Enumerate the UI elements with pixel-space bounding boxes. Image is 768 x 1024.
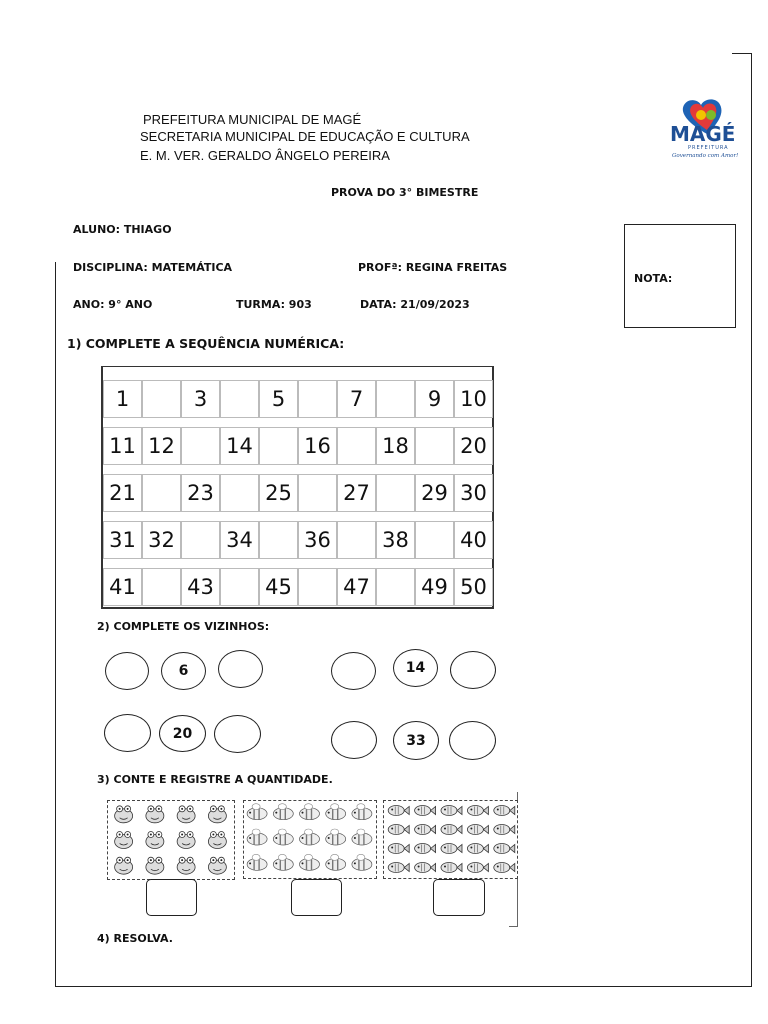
bee-icon [273, 854, 293, 870]
neighbor-before-20[interactable] [104, 714, 151, 752]
grid-number-cell: 1 [103, 380, 142, 418]
frame-bottom-border [55, 986, 752, 987]
bee-icon [352, 804, 372, 820]
frog-icon [208, 832, 226, 849]
bee-icon [326, 854, 346, 870]
bee-icon [247, 829, 267, 845]
neighbor-after-33[interactable] [449, 721, 496, 760]
fish-icon-group [384, 801, 516, 877]
grid-row [103, 380, 492, 418]
grid-number-cell: 34 [220, 521, 259, 559]
bee-icon [326, 829, 346, 845]
grid-number-cell: 7 [337, 380, 376, 418]
header-line-3: E. M. VER. GERALDO ÂNGELO PEREIRA [140, 148, 390, 163]
grid-number-cell: 3 [181, 380, 220, 418]
frog-icon [177, 832, 195, 849]
grid-blank-cell[interactable] [337, 427, 376, 465]
neighbor-number-20: 20 [159, 715, 206, 752]
fish-icon [494, 844, 515, 854]
grid-number-cell: 31 [103, 521, 142, 559]
bee-icon [300, 804, 320, 820]
grid-number-cell: 47 [337, 568, 376, 606]
frog-icon [208, 806, 226, 823]
fish-icon [388, 863, 409, 873]
grid-number-cell: 21 [103, 474, 142, 512]
bee-icon [326, 804, 346, 820]
logo-slogan: Governando com Amor! [672, 153, 739, 159]
number-sequence-grid [101, 366, 494, 609]
question-3-label: 3) CONTE E REGISTRE A QUANTIDADE. [97, 773, 333, 786]
grid-blank-cell[interactable] [415, 427, 454, 465]
bee-icon-group [244, 801, 375, 877]
frog-icon [146, 806, 164, 823]
fish-icon [467, 825, 488, 835]
count-answer-fish[interactable] [433, 879, 485, 916]
grid-blank-cell[interactable] [220, 568, 259, 606]
grid-number-cell: 50 [454, 568, 493, 606]
fish-icon [388, 825, 409, 835]
grid-blank-cell[interactable] [376, 474, 415, 512]
grid-blank-cell[interactable] [259, 427, 298, 465]
frame-top-right-tick [732, 53, 752, 54]
fish-icon [467, 844, 488, 854]
neighbor-number-33: 33 [393, 721, 439, 760]
fish-icon [494, 825, 515, 835]
fish-icon [441, 806, 462, 816]
grid-blank-cell[interactable] [337, 521, 376, 559]
neighbor-number-6: 6 [161, 652, 206, 690]
grid-number-cell: 20 [454, 427, 493, 465]
neighbor-before-14[interactable] [331, 652, 376, 690]
frog-icon [208, 857, 226, 874]
grid-blank-cell[interactable] [142, 380, 181, 418]
grid-number-cell: 40 [454, 521, 493, 559]
grid-number-cell: 5 [259, 380, 298, 418]
grid-number-cell: 27 [337, 474, 376, 512]
frog-icon [146, 832, 164, 849]
neighbor-after-20[interactable] [214, 715, 261, 753]
mage-logo [666, 96, 748, 166]
student-name: ALUNO: THIAGO [73, 223, 172, 236]
bee-icon [273, 804, 293, 820]
counting-panel-bees [243, 800, 377, 879]
grid-number-cell: 14 [220, 427, 259, 465]
frog-icon [177, 806, 195, 823]
frame-left-border [55, 262, 56, 987]
bee-icon [300, 854, 320, 870]
grid-blank-cell[interactable] [376, 568, 415, 606]
fish-icon [441, 825, 462, 835]
counting-panel-fish [383, 800, 518, 879]
fish-icon [415, 825, 436, 835]
grid-number-cell: 49 [415, 568, 454, 606]
grid-number-cell: 9 [415, 380, 454, 418]
grid-blank-cell[interactable] [142, 568, 181, 606]
grid-number-cell: 11 [103, 427, 142, 465]
logo-subtext: PREFEITURA [688, 145, 729, 151]
fish-icon [415, 844, 436, 854]
grid-number-cell: 16 [298, 427, 337, 465]
logo-text: MAGÉ [670, 122, 736, 146]
counting-panel-frogs [107, 800, 235, 880]
grid-number-cell: 10 [454, 380, 493, 418]
frog-icon [115, 806, 133, 823]
grid-number-cell: 32 [142, 521, 181, 559]
exercise-3-bottom-rule [509, 926, 518, 927]
count-answer-frogs[interactable] [146, 879, 197, 916]
fish-icon [494, 863, 515, 873]
fish-icon [415, 863, 436, 873]
grid-blank-cell[interactable] [298, 474, 337, 512]
grid-blank-cell[interactable] [298, 380, 337, 418]
fish-icon [467, 863, 488, 873]
grid-blank-cell[interactable] [142, 474, 181, 512]
bee-icon [352, 854, 372, 870]
frog-icon [146, 857, 164, 874]
grid-number-cell: 23 [181, 474, 220, 512]
class-group: TURMA: 903 [236, 298, 312, 311]
bee-icon [352, 829, 372, 845]
fish-icon [494, 806, 515, 816]
bee-icon [273, 829, 293, 845]
grid-row [103, 568, 492, 606]
frame-right-border [751, 53, 752, 987]
grade-label: NOTA: [634, 272, 673, 285]
bee-icon [247, 804, 267, 820]
grid-number-cell: 25 [259, 474, 298, 512]
question-4-label: 4) RESOLVA. [97, 932, 173, 945]
discipline: DISCIPLINA: MATEMÁTICA [73, 261, 233, 274]
frog-icon [177, 857, 195, 874]
fish-icon [441, 863, 462, 873]
teacher: PROFª: REGINA FREITAS [358, 261, 508, 274]
question-2-label: 2) COMPLETE OS VIZINHOS: [97, 620, 270, 633]
exam-title: PROVA DO 3° BIMESTRE [331, 186, 479, 199]
grid-blank-cell[interactable] [181, 521, 220, 559]
bee-icon [300, 829, 320, 845]
fish-icon [388, 806, 409, 816]
neighbor-after-14[interactable] [450, 651, 496, 689]
grid-number-cell: 45 [259, 568, 298, 606]
grid-number-cell: 36 [298, 521, 337, 559]
grid-number-cell: 43 [181, 568, 220, 606]
frog-icon [115, 857, 133, 874]
grid-number-cell: 38 [376, 521, 415, 559]
grade-box[interactable] [624, 224, 736, 328]
grid-blank-cell[interactable] [220, 474, 259, 512]
grid-number-cell: 41 [103, 568, 142, 606]
grid-number-cell: 12 [142, 427, 181, 465]
grid-blank-cell[interactable] [298, 568, 337, 606]
frog-icon-group [108, 801, 233, 878]
grid-blank-cell[interactable] [415, 521, 454, 559]
grid-blank-cell[interactable] [376, 380, 415, 418]
grid-row [103, 427, 492, 465]
bee-icon [247, 854, 267, 870]
grid-row [103, 521, 492, 559]
fish-icon [467, 806, 488, 816]
neighbor-number-14: 14 [393, 649, 438, 687]
count-answer-bees[interactable] [291, 879, 342, 916]
neighbor-after-6[interactable] [218, 650, 263, 688]
exam-date: DATA: 21/09/2023 [360, 298, 470, 311]
fish-icon [415, 806, 436, 816]
grid-number-cell: 30 [454, 474, 493, 512]
header-line-1: PREFEITURA MUNICIPAL DE MAGÉ [143, 112, 362, 127]
grid-blank-cell[interactable] [181, 427, 220, 465]
header-line-2: SECRETARIA MUNICIPAL DE EDUCAÇÃO E CULTURA [140, 129, 470, 144]
grid-number-cell: 18 [376, 427, 415, 465]
grid-blank-cell[interactable] [220, 380, 259, 418]
neighbor-before-6[interactable] [105, 652, 149, 690]
grid-number-cell: 29 [415, 474, 454, 512]
grid-row [103, 474, 492, 512]
grid-blank-cell[interactable] [259, 521, 298, 559]
frog-icon [115, 832, 133, 849]
fish-icon [388, 844, 409, 854]
school-year: ANO: 9° ANO [73, 298, 153, 311]
question-1-label: 1) COMPLETE A SEQUÊNCIA NUMÉRICA: [67, 336, 345, 351]
neighbor-before-33[interactable] [331, 721, 377, 759]
fish-icon [441, 844, 462, 854]
